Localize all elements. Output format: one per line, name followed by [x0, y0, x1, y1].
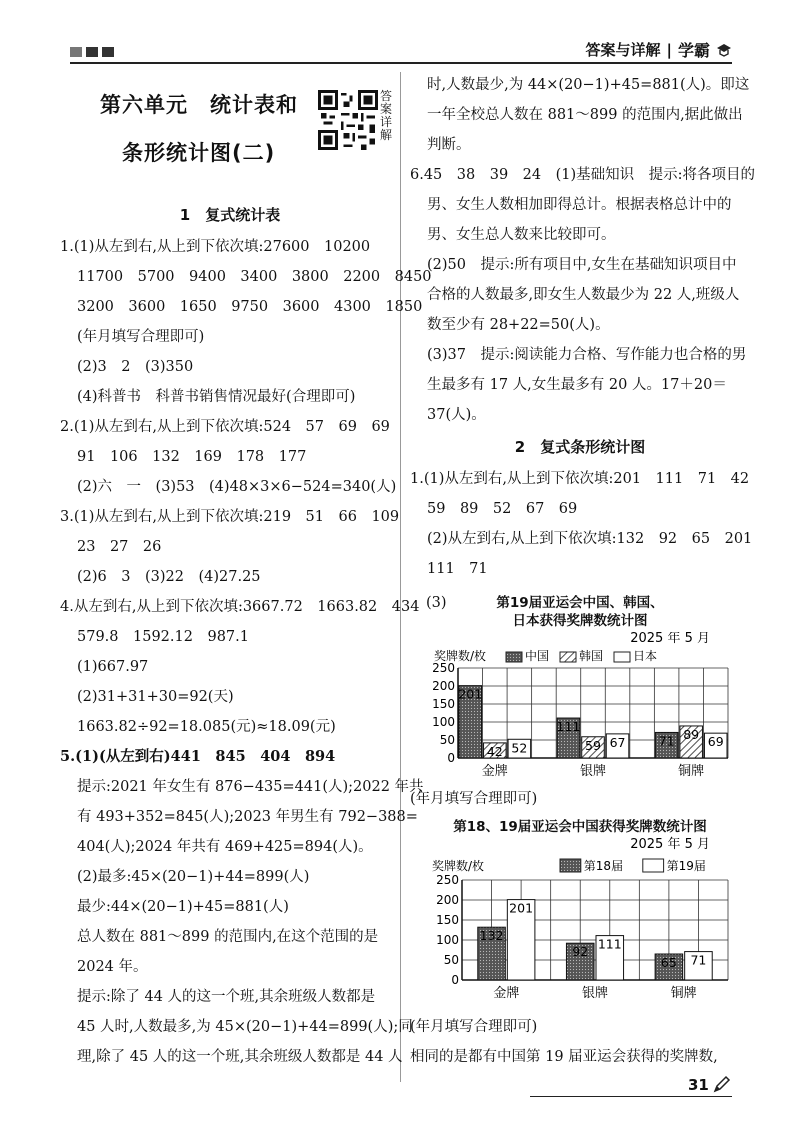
- footer-rule: [530, 1096, 732, 1097]
- text-line: (3)37 提示:阅读能力合格、写作能力也合格的男: [427, 347, 747, 363]
- text-line: 5.(1)(从左到右)441 845 404 894: [60, 748, 336, 765]
- text-line: 4.从左到右,从上到下依次填:3667.72 1663.82 434: [60, 599, 420, 615]
- section2-text: 复式条形统计图: [540, 438, 646, 456]
- chart1-block: [410, 584, 750, 780]
- y-tick-label: 0: [451, 973, 459, 987]
- text-line: 时,人数最少,为 44×(20−1)+45=881(人)。即这: [427, 77, 750, 93]
- text-line: 37(人)。: [427, 407, 486, 423]
- section1-text: 复式统计表: [205, 206, 281, 224]
- chart1-title: [410, 594, 750, 630]
- text-line: 3.(1)从左到右,从上到下依次填:219 51 66 109: [60, 509, 400, 525]
- x-tick-label: 铜牌: [678, 764, 705, 779]
- bar-label: 71: [690, 952, 707, 968]
- chart1-title-line2: 日本获得奖牌数统计图: [512, 613, 648, 629]
- qr-label: 答案详解: [380, 89, 393, 142]
- chart2-svg: [410, 836, 750, 1008]
- unit-title-block: [60, 70, 400, 198]
- item3-label: (3): [426, 595, 447, 611]
- text-line: 男、女生总人数来比较即可。: [427, 227, 616, 243]
- y-tick-label: 100: [432, 715, 455, 729]
- bar-label: 111: [556, 719, 581, 735]
- y-tick-label: 150: [432, 697, 455, 711]
- text-line: 404(人);2024 年共有 469+425=894(人)。: [77, 839, 373, 855]
- text-line: 45 人时,人数最多,为 45×(20−1)+44=899(人);同: [77, 1019, 413, 1035]
- section1-number: 1: [179, 206, 191, 224]
- text-line: 111 71: [427, 561, 488, 577]
- text-line: (4)科普书 科普书销售情况最好(合理即可): [77, 389, 356, 405]
- legend-swatch: [614, 652, 630, 662]
- text-line: 有 493+352=845(人);2023 年男生有 792−388=: [77, 809, 418, 825]
- unit-title-line1: 第六单元 统计表和: [100, 93, 298, 117]
- left-lines: [60, 232, 432, 1072]
- header-decoration: [70, 47, 114, 57]
- text-line: 1.(1)从左到右,从上到下依次填:201 111 71 42: [410, 471, 750, 487]
- note-line: (年月填写合理即可): [410, 1019, 538, 1035]
- text-line: 579.8 1592.12 987.1: [77, 629, 249, 645]
- bar-label: 111: [597, 936, 622, 952]
- text-line: 23 27 26: [77, 539, 162, 555]
- x-tick-label: 金牌: [481, 764, 508, 779]
- section2-title: [410, 430, 750, 464]
- text-line: 提示:除了 44 人的这一个班,其余班级人数都是: [77, 989, 376, 1005]
- y-tick-label: 200: [432, 679, 455, 693]
- text-line: 一年全校总人数在 881～899 的范围内,据此做出: [427, 107, 743, 123]
- text-line: 理,除了 45 人的这一个班,其余班级人数都是 44 人: [77, 1049, 403, 1065]
- header-separator: |: [666, 40, 672, 59]
- y-tick-label: 150: [436, 913, 459, 927]
- legend-label: 第18届: [583, 859, 624, 873]
- bar-label: 201: [509, 900, 534, 916]
- text-line: 提示:2021 年女生有 876−435=441(人);2022 年共: [77, 779, 424, 795]
- text-line: 总人数在 881～899 的范围内,在这个范围的是: [77, 929, 379, 945]
- chart2-block: [410, 814, 750, 1010]
- bar-label: 201: [458, 686, 483, 702]
- header-rule: [70, 62, 732, 64]
- left-column: [60, 70, 432, 1072]
- chart-date: 2025 年 5 月: [630, 837, 710, 852]
- chart-date: 2025 年 5 月: [630, 632, 710, 646]
- text-line: 数至少有 28+22=50(人)。: [427, 317, 610, 333]
- text-line: 91 106 132 169 178 177: [77, 449, 307, 465]
- header-right: [585, 38, 732, 61]
- text-line: 3200 3600 1650 9750 3600 4300 1850: [77, 299, 423, 315]
- bar-label: 52: [511, 740, 528, 756]
- text-line: 6.45 38 39 24 (1)基础知识 提示:将各项目的: [410, 167, 756, 183]
- y-tick-label: 200: [436, 893, 459, 907]
- text-line: (2)3 2 (3)350: [77, 359, 194, 375]
- chart1-title-line1: 第19届亚运会中国、韩国、: [496, 595, 664, 611]
- text-line: 2024 年。: [77, 959, 148, 975]
- x-tick-label: 银牌: [579, 764, 607, 779]
- text-line: 2.(1)从左到右,从上到下依次填:524 57 69 69: [60, 419, 390, 435]
- legend-label: 韩国: [579, 649, 604, 663]
- text-line: 11700 5700 9400 3400 3800 2200 8450: [77, 269, 432, 285]
- graduation-cap-icon: [716, 43, 732, 57]
- text-line: 1663.82÷92=18.085(元)≈18.09(元): [77, 719, 336, 735]
- text-line: 判断。: [427, 137, 471, 153]
- chart2-title: 第18、19届亚运会中国获得奖牌数统计图: [453, 819, 707, 835]
- y-tick-label: 100: [436, 933, 459, 947]
- unit-title-line2: 条形统计图(二): [122, 141, 276, 165]
- legend-label: 日本: [633, 649, 658, 663]
- section2-number: 2: [514, 438, 526, 456]
- legend-label: 第19届: [666, 859, 706, 873]
- x-tick-label: 铜牌: [670, 986, 697, 1001]
- bar-label: 59: [585, 737, 601, 753]
- legend-swatch: [643, 859, 664, 872]
- bar-label: 69: [707, 734, 724, 750]
- text-line: 合格的人数最多,即女生人数最少为 22 人,班级人: [427, 287, 740, 303]
- text-line: (年月填写合理即可): [77, 329, 205, 345]
- bar-label: 89: [683, 726, 700, 742]
- text-line: 1.(1)从左到右,从上到下依次填:27600 10200: [60, 239, 371, 255]
- y-tick-label: 50: [443, 953, 459, 967]
- y-tick-label: 50: [439, 733, 455, 747]
- text-line: (1)667.97: [77, 659, 149, 675]
- text-line: (2)最多:45×(20−1)+44=899(人): [77, 869, 310, 885]
- y-tick-label: 0: [447, 751, 455, 765]
- x-tick-label: 金牌: [493, 986, 520, 1001]
- y-tick-label: 250: [432, 661, 455, 675]
- chart1-svg: [410, 632, 750, 782]
- section1-title: [60, 198, 400, 232]
- text-line: 59 89 52 67 69: [427, 501, 578, 517]
- qr-code-icon[interactable]: [318, 90, 378, 150]
- x-tick-label: 银牌: [581, 986, 609, 1001]
- note-line: (年月填写合理即可): [410, 791, 538, 807]
- bar-label: 92: [572, 944, 589, 960]
- pencil-icon: [712, 1074, 732, 1094]
- page-number: 31: [688, 1076, 709, 1094]
- text-line: (2)从左到右,从上到下依次填:132 92 65 201: [427, 531, 753, 547]
- right-column: [410, 70, 756, 1072]
- legend-swatch: [560, 859, 581, 872]
- bar-label: 67: [609, 734, 626, 750]
- brand-logo: 学霸: [677, 41, 710, 60]
- chart-ylabel: 奖牌数/枚: [434, 649, 487, 663]
- y-tick-label: 250: [436, 873, 459, 887]
- text-line: 最少:44×(20−1)+45=881(人): [77, 899, 289, 915]
- bar-label: 65: [660, 955, 677, 970]
- bar-label: 132: [479, 928, 504, 944]
- legend-swatch: [560, 652, 576, 662]
- chart-ylabel: 奖牌数/枚: [432, 859, 485, 873]
- text-line: (2)31+31+30=92(天): [77, 689, 234, 705]
- legend-label: 中国: [525, 649, 550, 663]
- text-line: 生最多有 17 人,女生最多有 20 人。17＋20＝: [427, 377, 727, 393]
- header-label: 答案与详解: [585, 41, 661, 59]
- bar-label: 71: [658, 733, 675, 749]
- text-line: (2)50 提示:所有项目中,女生在基础知识项目中: [427, 257, 737, 273]
- legend-swatch: [506, 652, 522, 662]
- text-line: 男、女生人数相加即得总计。根据表格总计中的: [427, 197, 732, 213]
- text-line: (2)六 一 (3)53 (4)48×3×6−524=340(人): [77, 479, 397, 495]
- column-divider: [400, 72, 401, 1082]
- text-line: (2)6 3 (3)22 (4)27.25: [77, 569, 261, 585]
- bar-label: 42: [486, 743, 503, 759]
- text-line: 相同的是都有中国第 19 届亚运会获得的奖牌数,: [410, 1049, 718, 1065]
